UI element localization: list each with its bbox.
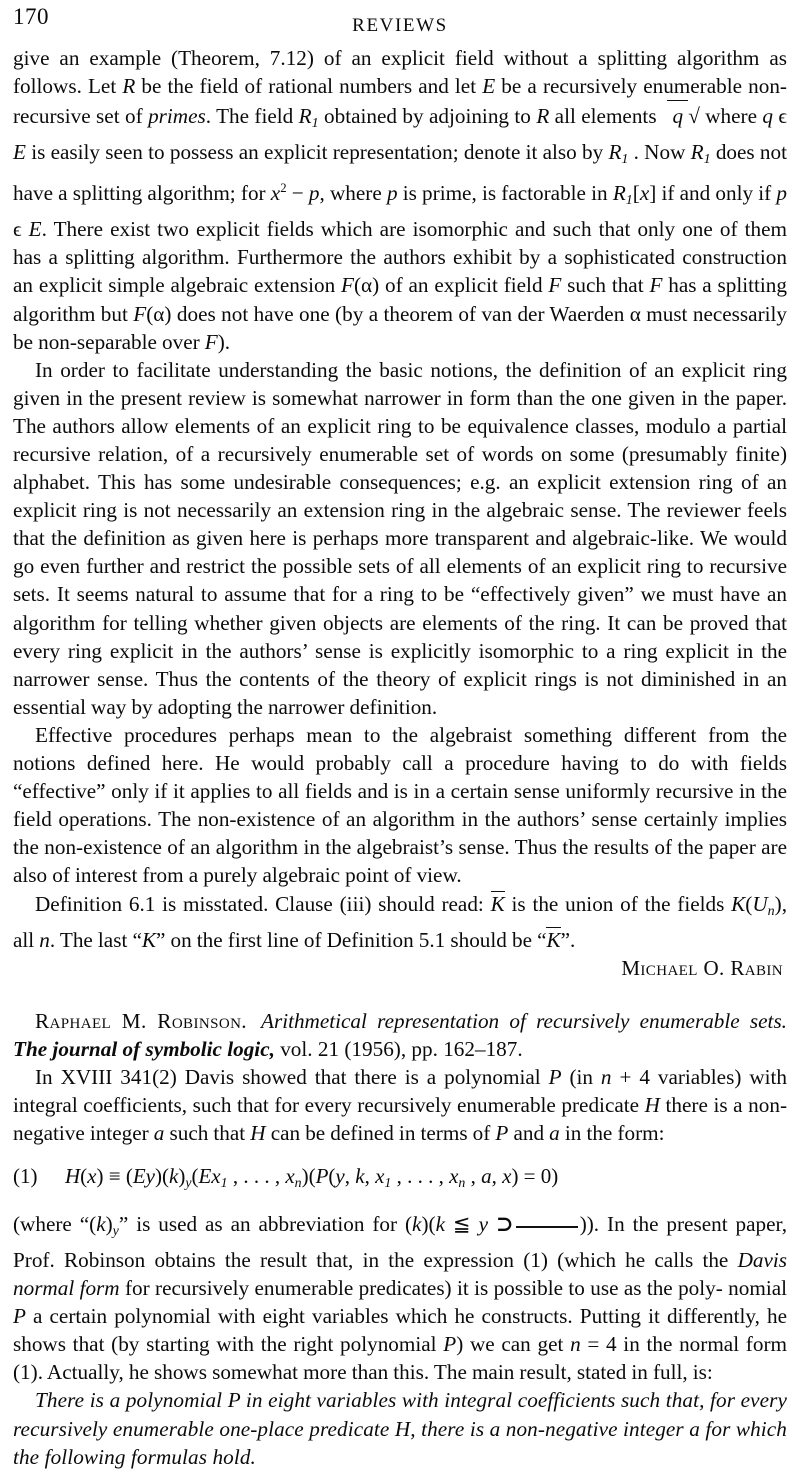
paragraph-3: Effective procedures perhaps mean to the algebraist something different from the notions defined here. He would probably call a procedure having to do with fields “effective” only if it applies to all fields and is in a certain sense uniformly recursive in the field operations. The non-existence of an algorithm in the authors’ sense certainly implies the non-existence of an algorithm in the algebraist’s sense. Thus the results of the paper are also of interest from a purely algebraic point of view. — [13, 722, 787, 888]
equation-number: (1) — [13, 1164, 38, 1189]
displayed-equation-1: (1) $H(x) \equiv (Ey)(k)_y(Ex_1$ , . . . , $x_n)(P(y$, k, $x_1$ , . . . , $x_n$ , a, x) = 0) — [13, 1164, 559, 1190]
paragraph-after-equation: (where “$(k)_y$” is used as an abbreviation for (k)(k ≦ y ⊃ )). In the present paper, Prof. Robinson obtains the result that, in the expression (1) (which he calls the Davis normal form for recursively enumerable predicates) it is possible to use as the poly- nomial P a certain polynomial with eight variables which he constructs. Putting it differently, he shows that (by starting with the right polynomial P) we can get n = 4 in the normal form (1). Actually, he shows somewhat more than this. The main result, stated in full, is: — [13, 1211, 788, 1385]
body-column — [0, 44, 800, 1472]
review-journal: The journal of symbolic logic, — [13, 1036, 275, 1061]
review-heading — [13, 1007, 787, 1063]
equation-body: H — [65, 1164, 81, 1189]
reviewer-signature: Michael O. Rabin — [621, 955, 783, 980]
review-author: Raphael M. Robinson. — [35, 1008, 247, 1033]
blank-fill-rule — [516, 1226, 578, 1228]
review-citation: vol. 21 (1956), pp. 162–187. — [280, 1036, 523, 1061]
paragraph-1: give an example (Theorem, 7.12) of an explicit field without a splitting algorithm as follows. Let R be the field of rational numbers and let E be a recursively enumerable non-recursive set of primes. The field $R_1$ obtained by adjoining to R all elements q √ where q ϵ E is easily seen to possess an explicit representation; denote it also by $R_1$ . Now $R_1$ does not have a splitting algorithm; for $x^2 - p$, where p is prime, is factorable in $R_1[x]$ if and only if p ϵ E. There exist two explicit fields which are isomorphic and such that only one of them has a splitting algorithm. Furthermore the authors exhibit by a sophisticated construction an explicit simple algebraic extension F(α) of an explicit field F such that F has a splitting algorithm but F(α) does not have one (by a theorem of van der Waerden α must necessarily be non-separable over F). — [13, 46, 788, 354]
paragraph-2: In order to facilitate understanding the basic notions, the definition of an explicit ring given in the present review is somewhat narrower in form than the one given in the paper. The authors allow elements of an explicit ring to be equivalence classes, modulo a partial recursive relation, of a recursively enumerable set of words on some (presumably finite) alphabet. This has some undesirable consequences; e.g. an explicit extension ring of an explicit ring is not necessarily an extension ring in the algebraic sense. The reviewer feels that the definition as given here is perhaps more transparent and algebraic-like. We would go even further and restrict the possible sets of all elements of an explicit ring to recursive sets. It seems natural to assume that for a ring to be “effectively given” we must have an algorithm for telling whether given objects are elements of the ring. It can be proved that every ring explicit in the authors’ sense is explicitly isomorphic to a ring explicit in the narrower sense. Thus the contents of the theory of explicit rings is not diminished in an essential way by adopting the narrower definition. — [13, 357, 787, 719]
main-result-quote: There is a polynomial P in eight variables with integral coefficients such that, for every recursively enumerable one-place predicate H, there is a non-negative integer a for which the following formulas hold. — [13, 1388, 787, 1470]
paragraph-4: Definition 6.1 is misstated. Clause (iii) should read: K is the union of the fields $K(U_n)$, all n. The last “K” on the first line of Definition 5.1 should be “K”. — [13, 891, 787, 952]
paragraph-intro: In XVIII 341(2) Davis showed that there is a polynomial P (in n + 4 variables) with integral coefficients, such that for every recursively enumerable predicate H there is a non-negative integer a such that H can be defined in terms of P and a in the form: — [13, 1064, 787, 1145]
review-title: Arithmetical representation of recursively enumerable sets. — [261, 1008, 787, 1033]
running-head-title: REVIEWS — [352, 15, 448, 36]
page-number: 170 — [13, 4, 49, 29]
running-head — [0, 0, 800, 44]
